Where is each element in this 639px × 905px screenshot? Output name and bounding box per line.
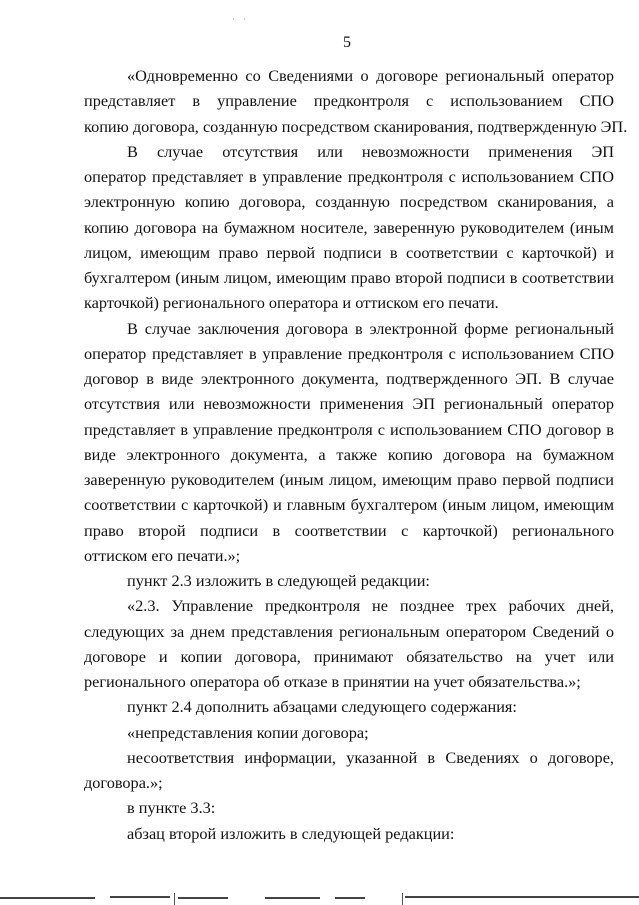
text-line: пункт 2.3 изложить в следующей редакции:	[127, 571, 430, 590]
text-line: соответствии с карточкой) и главным бухгалтером (иным лицом, имеющим	[84, 495, 614, 515]
text-line: копию договора на бумажном носителе, заверенную руководителем (иным	[84, 217, 614, 237]
text-line: договор в виде электронного документа, подтвержденного ЭП. В случае	[84, 369, 614, 388]
text-line: абзац второй изложить в следующей редакции:	[127, 823, 455, 843]
text-line: оператор представляет в управление предконтроля с использованием СПО	[84, 167, 614, 186]
text-line: «2.3. Управление предконтроля не позднее трех рабочих дней,	[127, 596, 614, 616]
scan-artifact: · ·	[232, 14, 250, 24]
text-line: отсутствия или невозможности применения ЭП региональный оператор	[84, 394, 614, 414]
text-line: лицом, имеющим право первой подписи в соответствии с карточкой) и	[84, 242, 614, 262]
text-line: «Одновременно со Сведениями о договоре региональный оператор	[127, 66, 614, 85]
text-line: право второй подписи в соответствии с карточкой) регионального	[84, 520, 614, 540]
text-line: В случае заключения договора в электронной форме региональный	[127, 318, 614, 338]
text-line: электронную копию договора, созданную посредством сканирования, а	[84, 192, 614, 212]
document-body	[84, 63, 628, 846]
text-line: представляет в управление предконтроля с использованием СПО договор в	[84, 419, 614, 439]
text-line: следующих за днем представления региональным оператором Сведений о	[84, 621, 614, 641]
text-line: пункт 2.4 дополнить абзацами следующего содержания:	[127, 697, 517, 717]
text-line: бухгалтером (иным лицом, имеющим право второй подписи в соответствии	[84, 268, 614, 287]
text-line: копию договора, созданную посредством сканирования, подтвержденную ЭП.	[84, 116, 628, 136]
text-line: заверенную руководителем (иным лицом, имеющим право первой подписи	[84, 470, 614, 489]
text-line: договоре и копии договора, принимают обязательство на учет или	[84, 646, 614, 666]
page-number: 5	[343, 34, 351, 51]
text-line: «непредставления копии договора;	[127, 722, 369, 742]
text-line: регионального оператора об отказе в принятии на учет обязательства.»;	[84, 672, 581, 691]
text-line: виде электронного документа, а также копию договора на бумажном	[84, 444, 614, 464]
text-line: несоответствия информации, указанной в Сведениях о договоре,	[127, 747, 614, 767]
text-line: карточкой) регионального оператора и оттиском его печати.	[84, 293, 499, 313]
text-line: оттиском его печати.»;	[84, 545, 241, 565]
scan-edge-artifact	[0, 893, 639, 905]
text-line: договора.»;	[84, 773, 163, 792]
text-line: в пункте 3.3:	[127, 798, 216, 818]
text-line: представляет в управление предконтроля с использованием СПО	[84, 91, 614, 111]
text-line: оператор представляет в управление предконтроля с использованием СПО	[84, 343, 614, 363]
text-line: В случае отсутствия или невозможности применения ЭП	[127, 141, 614, 161]
